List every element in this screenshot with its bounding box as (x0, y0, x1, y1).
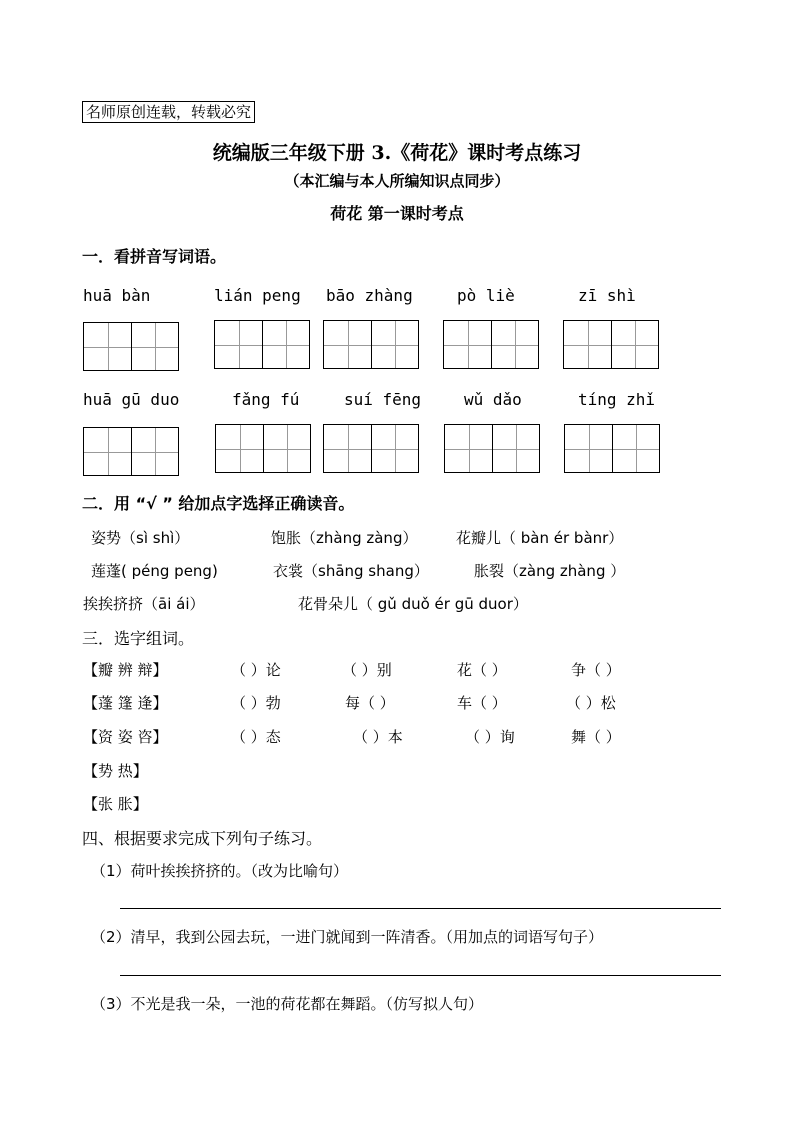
writing-grid[interactable] (564, 424, 660, 473)
worksheet-subtitle: （本汇编与本人所编知识点同步） (284, 172, 510, 190)
answer-line[interactable] (120, 975, 721, 976)
fill-blank[interactable]: 车（ ） (457, 694, 507, 712)
reading-option[interactable]: 衣裳（shāng shang） (273, 562, 429, 580)
pinyin-label: bāo zhàng (326, 286, 413, 305)
fill-blank[interactable]: （ ）询 (465, 728, 515, 746)
worksheet-title: 统编版三年级下册 3.《荷花》课时考点练习 (212, 142, 582, 164)
reading-option[interactable]: 莲蓬( péng peng) (91, 562, 218, 580)
reading-option[interactable]: 花骨朵儿（ gǔ duǒ ér gū duor） (298, 595, 528, 613)
pinyin-label: huā bàn (83, 286, 151, 305)
writing-grid[interactable] (214, 320, 310, 369)
fill-blank[interactable]: （ ）论 (231, 661, 281, 679)
section1-heading: 一．看拼音写词语。 (82, 247, 227, 266)
writing-grid[interactable] (323, 320, 419, 369)
fill-blank[interactable]: （ ）勃 (231, 694, 281, 712)
char-group: 【蓬 篷 逢】 (83, 694, 168, 712)
reading-option[interactable]: 胀裂（zàng zhàng ） (474, 562, 626, 580)
fill-blank[interactable]: 每（ ） (345, 694, 395, 712)
pinyin-label: zī shì (578, 286, 636, 305)
writing-grid[interactable] (83, 427, 179, 476)
section4-heading: 四、根据要求完成下列句子练习。 (82, 829, 323, 848)
question-1: （1）荷叶挨挨挤挤的。（改为比喻句） (91, 862, 349, 880)
writing-grid[interactable] (215, 424, 311, 473)
pinyin-label: huā gū duo (83, 390, 180, 409)
fill-blank[interactable]: 花（ ） (457, 661, 507, 679)
fill-blank[interactable]: （ ）本 (353, 728, 403, 746)
pinyin-label: pò liè (457, 286, 515, 305)
writing-grid[interactable] (444, 424, 540, 473)
section3-heading: 三．选字组词。 (82, 629, 195, 648)
char-group: 【瓣 辨 辩】 (83, 661, 168, 679)
writing-grid[interactable] (443, 320, 539, 369)
fill-blank[interactable]: （ ）别 (342, 661, 392, 679)
reading-option[interactable]: 饱胀（zhàng zàng） (271, 529, 418, 547)
pinyin-label: wǔ dǎo (464, 390, 522, 409)
pinyin-label: suí fēng (344, 390, 422, 409)
section2-heading: 二．用 “√ ” 给加点字选择正确读音。 (82, 494, 355, 513)
fill-blank[interactable]: 争（ ） (571, 661, 621, 679)
fill-blank[interactable]: （ ）松 (566, 694, 616, 712)
pinyin-label: lián peng (214, 286, 301, 305)
answer-line[interactable] (120, 908, 721, 909)
question-3: （3）不光是我一朵，一池的荷花都在舞蹈。（仿写拟人句） (91, 995, 484, 1013)
char-group: 【张 胀】 (83, 795, 148, 813)
char-group: 【势 热】 (83, 762, 148, 780)
reading-option[interactable]: 挨挨挤挤（āi ái） (83, 595, 205, 613)
copyright-badge: 名师原创连载，转载必究 (82, 101, 255, 123)
reading-option[interactable]: 花瓣儿（ bàn ér bànr） (456, 529, 624, 547)
char-group: 【资 姿 咨】 (83, 728, 168, 746)
pinyin-label: tíng zhǐ (578, 390, 656, 409)
lesson-heading: 荷花 第一课时考点 (330, 204, 464, 223)
writing-grid[interactable] (83, 322, 179, 371)
pinyin-label: fǎng fú (232, 390, 300, 409)
reading-option[interactable]: 姿势（sì shì） (91, 529, 190, 547)
writing-grid[interactable] (323, 424, 419, 473)
fill-blank[interactable]: 舞（ ） (571, 728, 621, 746)
writing-grid[interactable] (563, 320, 659, 369)
fill-blank[interactable]: （ ）态 (231, 728, 281, 746)
question-2: （2）清早，我到公园去玩，一进门就闻到一阵清香。（用加点的词语写句子） (91, 928, 604, 946)
